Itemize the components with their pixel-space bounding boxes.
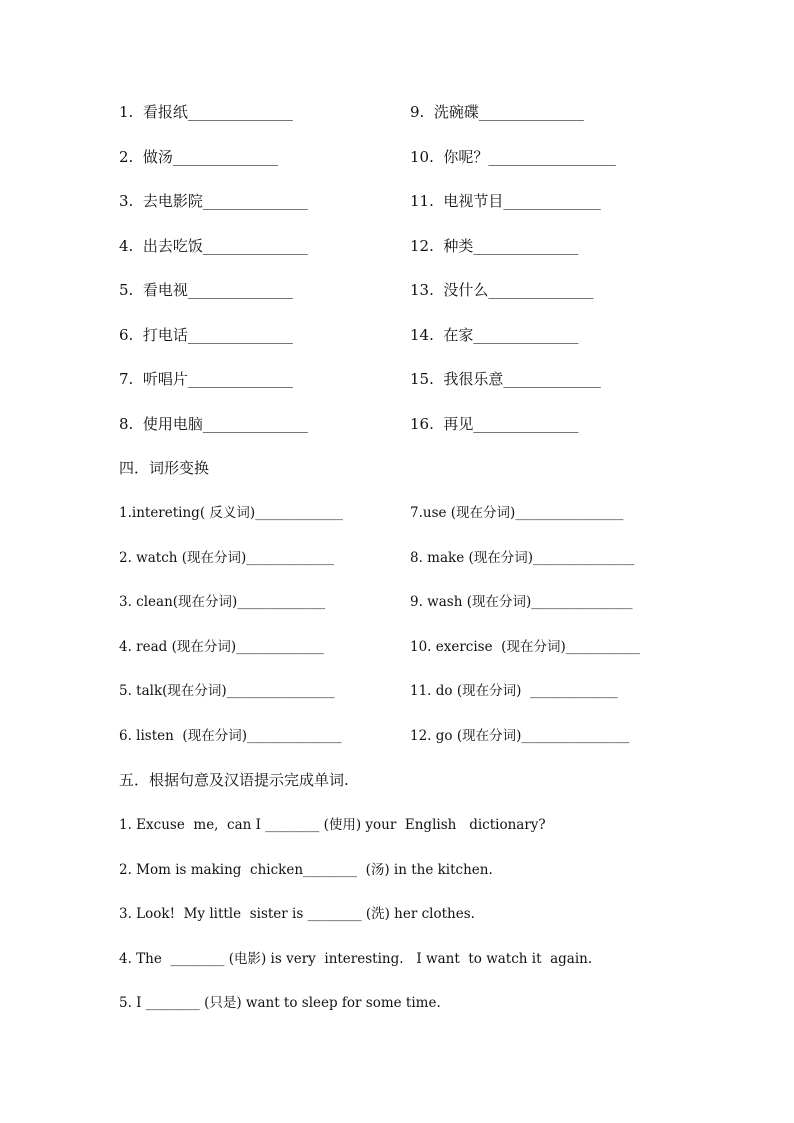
sentence-item-2: 2. Mom is making chicken________ (汤) in the kitchen. (119, 862, 493, 878)
word-form-item-9: 9. wash (现在分词)_______________ (410, 594, 633, 610)
sentence-item-3: 3. Look! My little sister is ________ (洗) her clothes. (119, 906, 475, 922)
vocab-item-6: 6. 打电话______________ (119, 326, 293, 344)
word-form-item-2: 2. watch (现在分词)_____________ (119, 550, 335, 566)
word-form-item-12: 12. go (现在分词)________________ (410, 728, 630, 744)
sentence-item-1: 1. Excuse me, can I ________ (使用) your English dictionary? (119, 817, 546, 833)
section-heading-fill-in: 五．根据句意及汉语提示完成单词. (119, 771, 349, 789)
word-form-item-3: 3. clean(现在分词)_____________ (119, 594, 326, 610)
word-form-item-10: 10. exercise (现在分词)___________ (410, 639, 640, 655)
vocab-item-14: 14. 在家______________ (410, 326, 579, 344)
vocab-item-13: 13. 没什么______________ (410, 281, 594, 299)
vocab-item-16: 16. 再见______________ (410, 415, 579, 433)
sentence-item-5: 5. I ________ (只是) want to sleep for some time. (119, 995, 441, 1011)
vocab-item-1: 1. 看报纸______________ (119, 103, 293, 121)
vocab-item-10: 10. 你呢？_________________ (410, 148, 616, 166)
vocab-item-2: 2. 做汤______________ (119, 148, 278, 166)
section-heading-word-forms: 四．词形变换 (119, 459, 210, 477)
word-form-item-7: 7.use (现在分词)________________ (410, 505, 624, 521)
vocab-item-4: 4. 出去吃饭______________ (119, 237, 308, 255)
word-form-item-4: 4. read (现在分词)_____________ (119, 639, 324, 655)
vocab-item-15: 15. 我很乐意_____________ (410, 370, 601, 388)
vocab-item-8: 8. 使用电脑______________ (119, 415, 308, 433)
word-form-item-5: 5. talk(现在分词)________________ (119, 683, 335, 699)
vocab-item-12: 12. 种类______________ (410, 237, 579, 255)
vocab-item-11: 11. 电视节目_____________ (410, 192, 601, 210)
word-form-item-1: 1.intereting( 反义词)_____________ (119, 505, 343, 521)
word-form-item-6: 6. listen (现在分词)______________ (119, 728, 342, 744)
vocab-item-5: 5. 看电视______________ (119, 281, 293, 299)
vocab-item-3: 3. 去电影院______________ (119, 192, 308, 210)
sentence-item-4: 4. The ________ (电影) is very interesting. I want to watch it again. (119, 951, 593, 967)
word-form-item-8: 8. make (现在分词)_______________ (410, 550, 635, 566)
vocab-item-7: 7. 听唱片______________ (119, 370, 293, 388)
vocab-item-9: 9. 洗碗碟______________ (410, 103, 584, 121)
word-form-item-11: 11. do (现在分词) _____________ (410, 683, 618, 699)
